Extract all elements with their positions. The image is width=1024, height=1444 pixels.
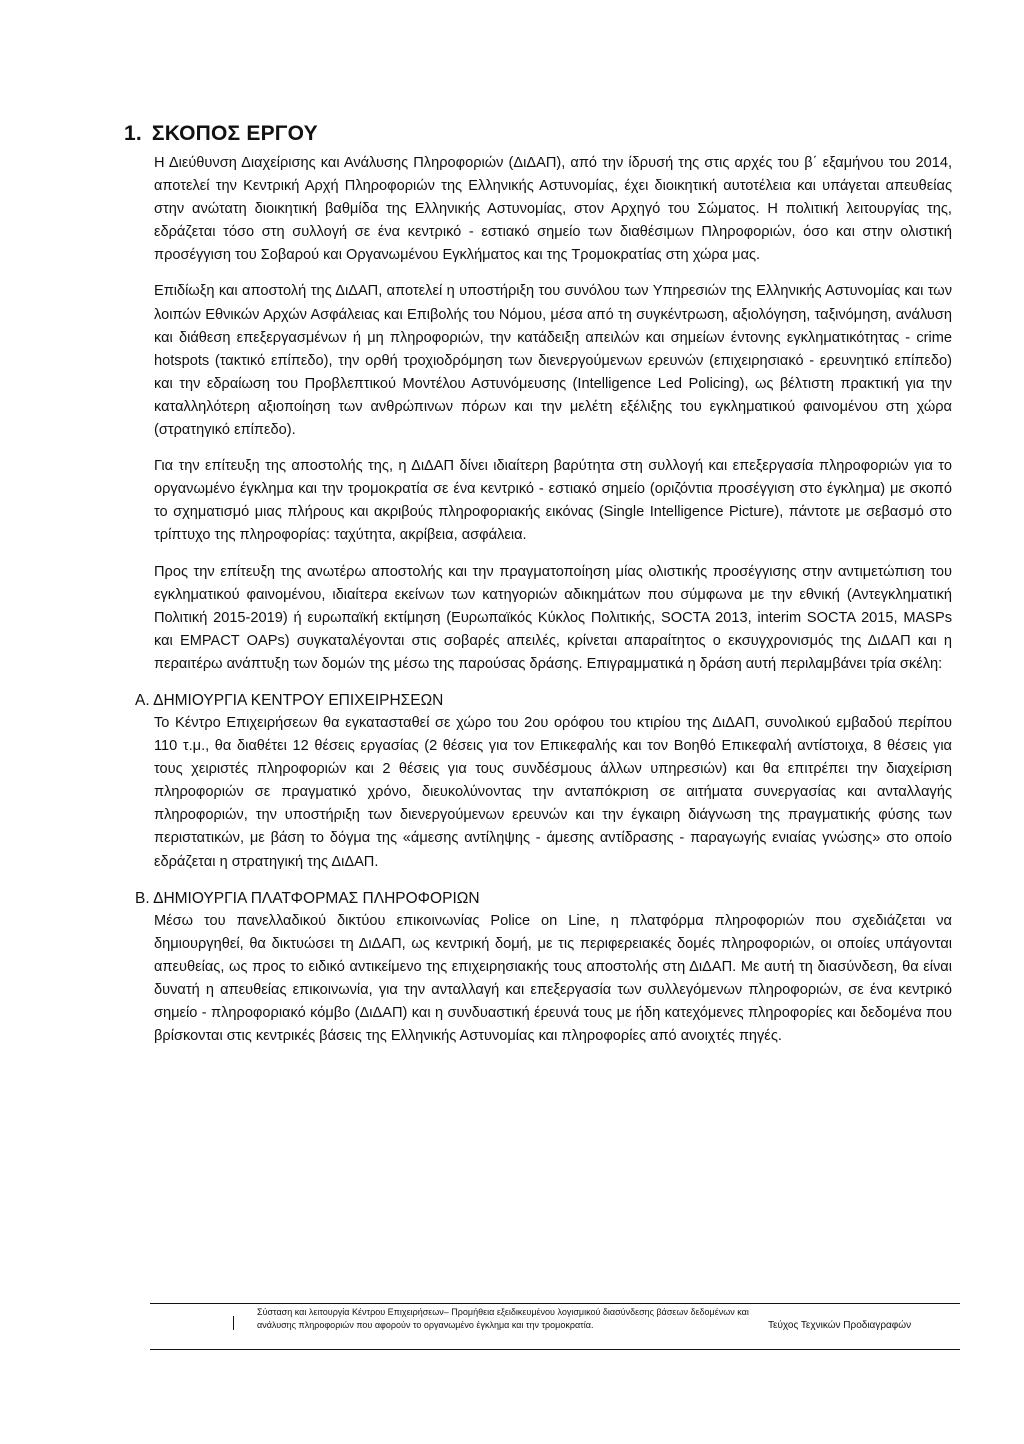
subsection-b-title: Β. ΔΗΜΙΟΥΡΓΙΑ ΠΛΑΤΦΟΡΜΑΣ ΠΛΗΡΟΦΟΡΙΩΝ <box>135 889 480 907</box>
paragraph-actions: Προς την επίτευξη της ανωτέρω αποστολής και την πραγματοποίηση μίας ολιστικής προσέγγισης στην αντιμετώπιση του εγκληματικού φαινομένου, ιδιαίτερα εκείνων των κατηγοριών αδικημάτων που σύμφωνα με την εθνική (Αντεγκληματική Πολιτική 2015-2019) ή ευρωπαϊκή εκτίμηση (Ευρωπαϊκός Κύκλος Πολιτικής, SOCTA 2013, interim SOCTA 2015, MASPs και EMPACT OAPs) συγκαταλέγονται στις σοβαρές απειλές, κρίνεται απαραίτητος ο εκσυγχρονισμός της ΔιΔΑΠ και η περαιτέρω ανάπτυξη των δομών της μέσω της παρούσας δράσης. Επιγραμματικά η δράση αυτή περιλαμβάνει τρία σκέλη: <box>154 563 952 672</box>
footer-rule-bottom <box>150 1349 960 1350</box>
footer-description: Σύσταση και λειτουργία Κέντρου Επιχειρήσεων– Προμήθεια εξειδικευμένου λογισμικού διασύνδεσης βάσεων δεδομένων και ανάλυσης πληροφοριών που αφορούν το οργανωμένο έγκλημα και την τρομοκρατία. <box>257 1307 749 1330</box>
subsection-b-text: Μέσω του πανελλαδικού δικτύου επικοινωνίας Police on Line, η πλατφόρμα πληροφοριών που σχεδιάζεται να δημιουργηθεί, θα δικτυώσει τη ΔιΔΑΠ, ως κεντρική δομή, με τις περιφερειακές δομές πληροφοριών, οι οποίες υπάγονται απευθείας, ως προς το ειδικό αντικείμενο της επιχειρησιακής τους αποστολής στη ΔιΔΑΠ. Με αυτή τη διασύνδεση, θα είναι δυνατή η απευθείας επικοινωνία, για την ανταλλαγή και επεξεργασία των συλλεγόμενων πληροφοριών, σε ένα κεντρικό σημείο - πληροφοριακό κόμβο (ΔιΔΑΠ) και η συνδυαστική έρευνά τους με ήδη κατεχόμενες πληροφορίες και δεδομένα που βρίσκονται στις κεντρικές βάσεις της Ελληνικής Αστυνομίας και πληροφορίες από ανοιχτές πηγές. <box>154 912 952 1045</box>
paragraph-goal: Για την επίτευξη της αποστολής της, η ΔιΔΑΠ δίνει ιδιαίτερη βαρύτητα στη συλλογή και επεξεργασία πληροφοριών για το οργανωμένο έγκλημα και την τρομοκρατία σε ένα κεντρικό - εστιακό σημείο (οριζόντια προσέγγιση στο έγκλημα) με σκοπό το σχηματισμό μιας πλήρους και ακριβούς πληροφοριακής εικόνας (Single Intelligence Picture), πάντοτε με σεβασμό στο τρίπτυχο της πληροφορίας: ταχύτητα, ακρίβεια, ασφάλεια. <box>154 458 952 544</box>
footer-rule-top <box>150 1303 960 1304</box>
footer-document-label: Τεύχος Τεχνικών Προδιαγραφών <box>768 1320 912 1331</box>
subsection-a-text: Το Κέντρο Επιχειρήσεων θα εγκατασταθεί σε χώρο του 2ου ορόφου του κτιρίου της ΔιΔΑΠ, συνολικού εμβαδού περίπου 110 τ.μ., θα διαθέτει 12 θέσεις εργασίας (2 θέσεις για τον Επικεφαλής και τον Βοηθό Επικεφαλή αντίστοιχα, 8 θέσεις για τους χειριστές πληροφοριών και 2 θέσεις για τους συνδέσμους άλλων υπηρεσιών) και θα επιτρέπει την διαχείριση πληροφοριών σε πραγματικό χρόνο, διευκολύνοντας την ανταπόκριση σε αιτήματα συνεργασίας και ανταλλαγής πληροφοριών, την υποστήριξη των διενεργούμενων ερευνών και την έγκαιρη διάγνωση της πραγματικής φύσης των περιστατικών, με βάση το δόγμα της «άμεσης αντίληψης - άμεσης αντίδρασης - παραγωγής ενιαίας γνώσης» στο οποίο εδράζεται η στρατηγική της ΔιΔΑΠ. <box>154 714 952 870</box>
paragraph-mission: Επιδίωξη και αποστολή της ΔιΔΑΠ, αποτελεί η υποστήριξη του συνόλου των Υπηρεσιών της Ελληνικής Αστυνομίας και των λοιπών Εθνικών Αρχών Ασφάλειας και Επιβολής του Νόμου, μέσα από τη συγκέντρωση, αξιολόγηση, ταξινόμηση, ανάλυση και διάθεση επεξεργασμένων ή μη πληροφοριών, την κατάδειξη απειλών και σημείων έντονης εγκληματικότητας - crime hotspots (τακτικό επίπεδο), την ορθή τροχιοδρόμηση των διενεργούμενων ερευνών (επιχειρησιακό - ερευνητικό επίπεδο) και την εδραίωση του Προβλεπτικού Μοντέλου Αστυνόμευσης (Intelligence Led Policing), ως βέλτιστη πρακτική για την καταλληλότερη αξιοποίηση των ανθρώπινων πόρων και την μελέτη εξέλιξης του εγκληματικού φαινομένου στη χώρα (στρατηγικό επίπεδο). <box>154 283 952 439</box>
section-title: ΣΚΟΠΟΣ ΕΡΓΟΥ <box>151 122 318 145</box>
section-heading <box>124 122 318 146</box>
section-number: 1. <box>124 122 142 145</box>
footer-marker <box>233 1316 234 1330</box>
paragraph-intro: Η Διεύθυνση Διαχείρισης και Ανάλυσης Πληροφοριών (ΔιΔΑΠ), από την ίδρυσή της στις αρχές του β΄ εξαμήνου του 2014, αποτελεί την Κεντρική Αρχή Πληροφοριών της Ελληνικής Αστυνομίας, έχει διοικητική αυτοτέλεια και υπάγεται απευθείας στην ανώτατη διοικητική βαθμίδα της Ελληνικής Αστυνομίας, στον Αρχηγό του Σώματος. Η πολιτική λειτουργίας της, εδράζεται τόσο στη συλλογή σε ένα κεντρικό - εστιακό σημείο των διαθέσιμων Πληροφοριών, όσο και στην ολιστική προσέγγιση του Σοβαρού και Οργανωμένου Εγκλήματος και της Τρομοκρατίας στη χώρα μας. <box>154 155 952 264</box>
subsection-a-title: Α. ΔΗΜΙΟΥΡΓΙΑ ΚΕΝΤΡΟΥ ΕΠΙΧΕΙΡΗΣΕΩΝ <box>135 691 444 709</box>
document-body <box>135 152 952 1061</box>
